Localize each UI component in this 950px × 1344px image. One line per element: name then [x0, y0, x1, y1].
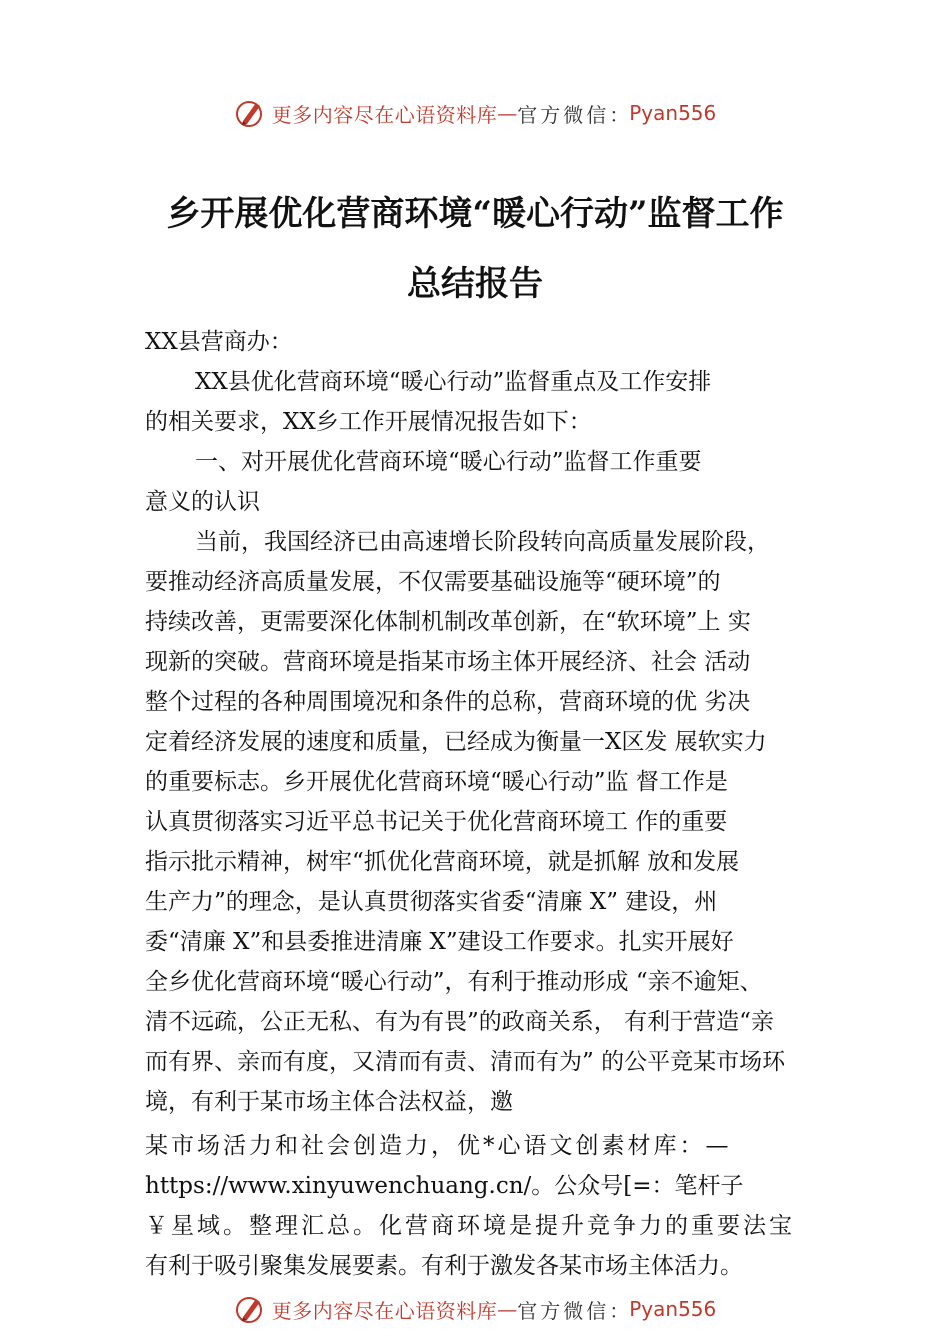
banner-dash: —: [497, 101, 518, 125]
banner-lead-text: 更多内容尽在心语资料库: [271, 102, 498, 127]
body-line: 委“清廉 X”和县委推进清廉 X”建设工作要求。扎实开展好: [145, 929, 734, 955]
body-line: 清不远疏，公正无私、有为有畏”的政商关系， 有利于营造“亲: [145, 1009, 774, 1035]
document-title-line-1: 乡开展优化营商环境“暖心行动”监督工作: [166, 194, 784, 234]
body-line: 指示批示精神，树牢“抓优化营商环境，就是抓解 放和发展: [145, 849, 740, 875]
body-line: XX县优化营商环境“暖心行动”监督重点及工作安排: [195, 369, 712, 395]
body-line: 持续改善，更需要深化体制机制改革创新，在“软环境”上 实: [145, 609, 751, 635]
body-line-url: https://www.xinyuwenchuang.cn/。公众号[=：笔杆子: [145, 1173, 744, 1199]
body-line: 要推动经济高质量发展，不仅需要基础设施等“硬环境”的: [145, 569, 721, 595]
body-line: ￥星域。整理汇总。化营商环境是提升竞争力的重要法宝: [145, 1213, 795, 1239]
body-line: 整个过程的各种周围境况和条件的总称，营商环境的优 劣决: [145, 689, 751, 715]
body-line: 生产力”的理念，是认真贯彻落实省委“清廉 X” 建设，州: [145, 889, 718, 915]
banner-wechat-id: Pyan556: [629, 101, 717, 125]
document-title-line-2: 总结报告: [407, 264, 543, 304]
body-line: 某市场活力和社会创造力，优*心语文创素材库：—: [145, 1133, 732, 1159]
section-heading: 一、对开展优化营商环境“暖心行动”监督工作重要: [195, 449, 702, 475]
banner-colon: ：: [609, 102, 630, 127]
pen-logo-icon: [234, 97, 266, 129]
body-line: 定着经济发展的速度和质量，已经成为衡量一X区发 展软实力: [145, 729, 767, 755]
banner-wechat-id: Pyan556: [629, 1297, 717, 1321]
body-line: 有利于吸引聚集发展要素。有利于激发各某市场主体活力。: [145, 1253, 743, 1279]
body-line: 全乡优化营商环境“暖心行动”，有利于推动形成 “亲不逾矩、: [145, 969, 763, 995]
body-line: 现新的突破。营商环境是指某市场主体开展经济、社会 活动: [145, 649, 751, 675]
banner-label: 官方微信: [517, 102, 610, 127]
header-banner: [0, 95, 950, 131]
body-line: 境，有利于某市场主体合法权益，邀: [145, 1089, 513, 1115]
body-line: 的相关要求，XX乡工作开展情况报告如下：: [145, 409, 592, 435]
banner-colon: ：: [609, 1298, 630, 1323]
salutation: XX县营商办：: [145, 329, 293, 355]
body-line: 当前，我国经济已由高速增长阶段转向高质量发展阶段，: [195, 529, 770, 555]
pen-logo-icon: [234, 1293, 266, 1325]
banner-lead-text: 更多内容尽在心语资料库: [271, 1298, 498, 1323]
footer-banner: [0, 1291, 950, 1327]
section-heading: 意义的认识: [145, 489, 260, 515]
body-line: 认真贯彻落实习近平总书记关于优化营商环境工 作的重要: [145, 809, 728, 835]
banner-label: 官方微信: [517, 1298, 610, 1323]
banner-dash: —: [497, 1297, 518, 1321]
body-line: 而有界、亲而有度，又清而有责、清而有为” 的公平竞某市场环: [145, 1049, 786, 1075]
body-line: 的重要标志。乡开展优化营商环境“暖心行动”监 督工作是: [145, 769, 728, 795]
document-body: [145, 322, 845, 1286]
